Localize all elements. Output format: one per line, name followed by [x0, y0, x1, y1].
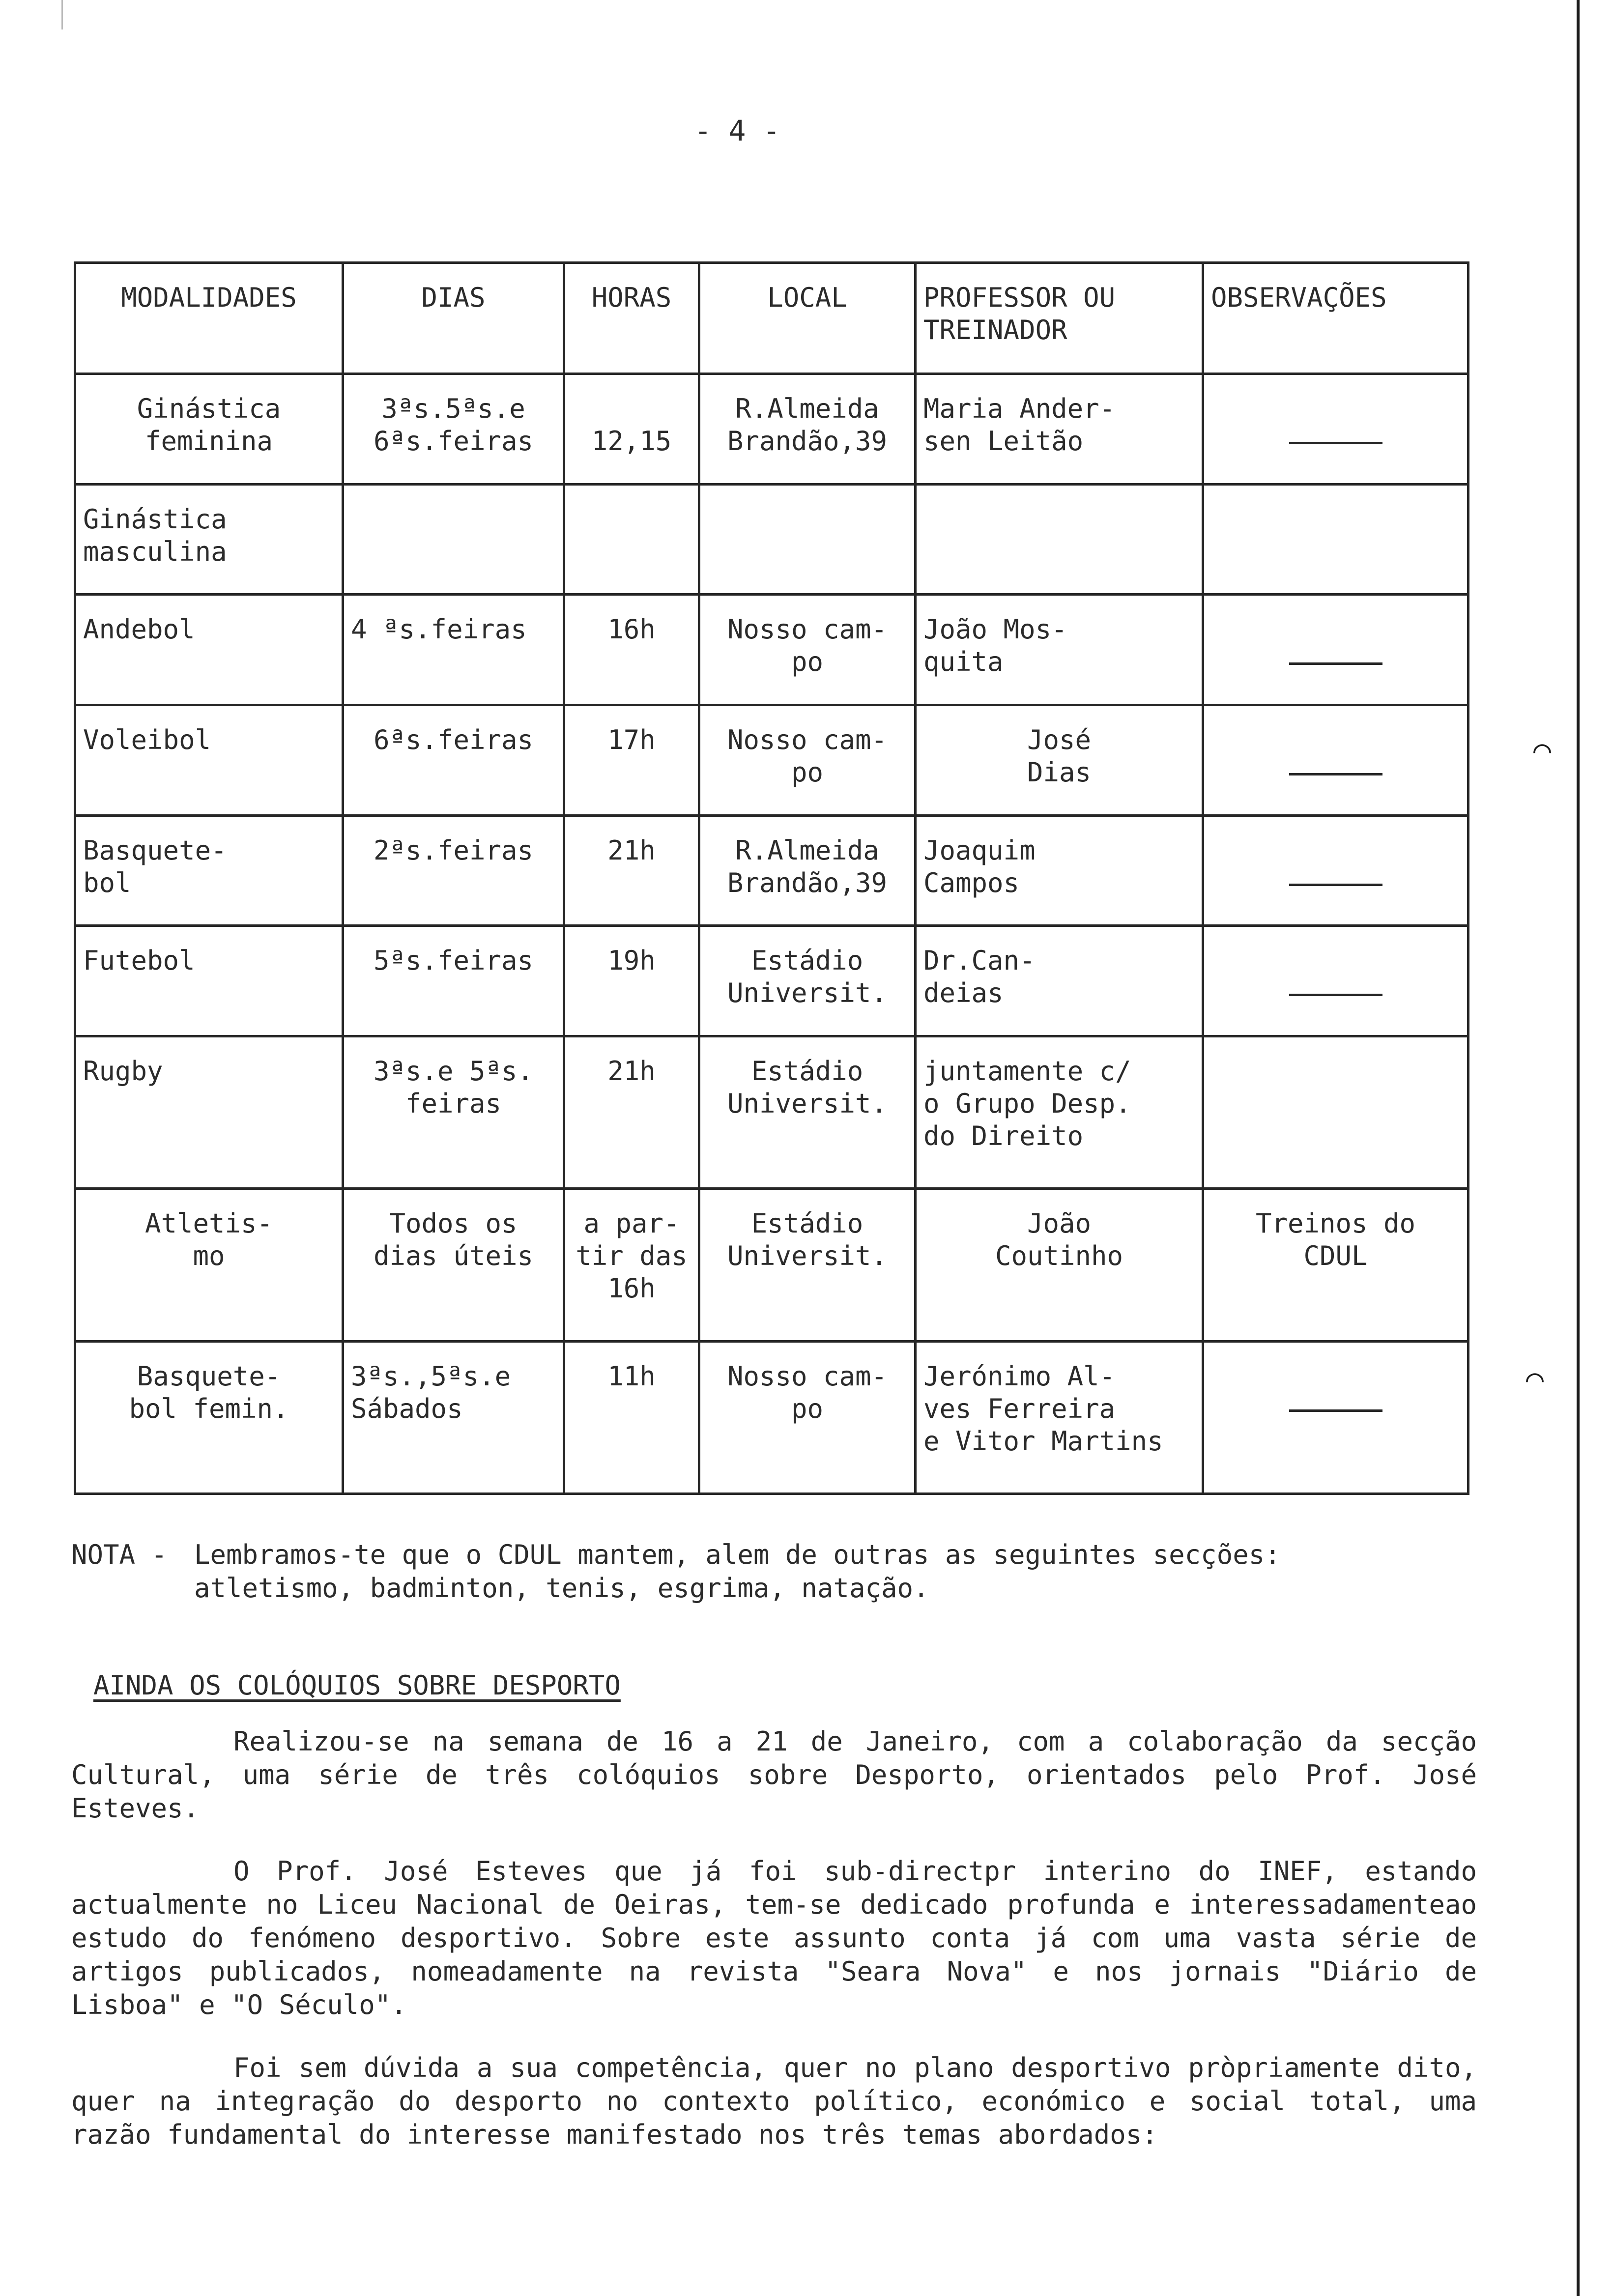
table-header-row	[75, 263, 1468, 374]
empty-dash	[1289, 1409, 1382, 1412]
cell-modalidade: Ginástica feminina	[75, 374, 343, 485]
table-row	[75, 374, 1468, 485]
cell-dias: 3ªs.,5ªs.e Sábados	[343, 1341, 564, 1493]
cell-horas: 19h	[564, 926, 699, 1036]
cell-local: Nosso cam- po	[699, 705, 916, 815]
table-row	[75, 815, 1468, 926]
cell-local: R.Almeida Brandão,39	[699, 815, 916, 926]
paragraph-text: Realizou-se na semana de 16 a 21 de Janeiro, com a colaboração da secção Cultural, uma série de três colóquios sobre Desporto, orientados pelo Prof. José Esteves.	[71, 1726, 1477, 1824]
article-paragraph	[71, 1855, 1477, 2022]
cell-modalidade: Atletis- mo	[75, 1189, 343, 1341]
cell-horas: 17h	[564, 705, 699, 815]
article-paragraph	[71, 1725, 1477, 1825]
cell-observacoes	[1203, 374, 1468, 485]
header-horas: HORAS	[564, 263, 699, 374]
note-label: NOTA -	[71, 1539, 168, 1570]
cell-observacoes	[1203, 815, 1468, 926]
section-heading: AINDA OS COLÓQUIOS SOBRE DESPORTO	[93, 1670, 621, 1701]
cell-modalidade: Voleibol	[75, 705, 343, 815]
cell-local: Estádio Universit.	[699, 1189, 916, 1341]
cell-local: Nosso cam- po	[699, 595, 916, 705]
page-number: - 4 -	[694, 114, 780, 147]
cell-modalidade: Futebol	[75, 926, 343, 1036]
table-row	[75, 484, 1468, 595]
cell-professor: João Coutinho	[916, 1189, 1203, 1341]
cell-dias: 3ªs.e 5ªs. feiras	[343, 1036, 564, 1188]
cell-local	[699, 484, 916, 595]
page-edge-line	[1577, 0, 1580, 2296]
cell-dias: Todos os dias úteis	[343, 1189, 564, 1341]
cell-observacoes	[1203, 705, 1468, 815]
paragraph-text: Foi sem dúvida a sua competência, quer no plano desportivo pròpriamente dito, quer na integração do desporto no contexto político, económico e social total, uma razão fundamental do interesse manifestado nos três temas abordados:	[71, 2052, 1477, 2150]
header-modalidades: MODALIDADES	[75, 263, 343, 374]
cell-dias	[343, 484, 564, 595]
cell-dias: 5ªs.feiras	[343, 926, 564, 1036]
margin-bracket-mark: ⌒	[1526, 1361, 1544, 1396]
cell-horas: a par- tir das 16h	[564, 1189, 699, 1341]
cell-dias: 2ªs.feiras	[343, 815, 564, 926]
cell-local: Estádio Universit.	[699, 926, 916, 1036]
cell-observacoes	[1203, 595, 1468, 705]
cell-horas: 11h	[564, 1341, 699, 1493]
table-row	[75, 926, 1468, 1036]
table-row	[75, 705, 1468, 815]
cell-modalidade: Basquete- bol	[75, 815, 343, 926]
table-row	[75, 1341, 1468, 1493]
note-block	[71, 1538, 1477, 1605]
cell-local: R.Almeida Brandão,39	[699, 374, 916, 485]
table-row	[75, 1036, 1468, 1188]
cell-professor: Maria Ander- sen Leitão	[916, 374, 1203, 485]
cell-professor: Joaquim Campos	[916, 815, 1203, 926]
cell-professor: juntamente c/ o Grupo Desp. do Direito	[916, 1036, 1203, 1188]
cell-dias: 4 ªs.feiras	[343, 595, 564, 705]
cell-horas: 21h	[564, 815, 699, 926]
margin-bracket-mark: ⌒	[1533, 732, 1552, 767]
cell-horas: 21h	[564, 1036, 699, 1188]
cell-modalidade: Andebol	[75, 595, 343, 705]
empty-dash	[1289, 773, 1382, 775]
cell-dias: 3ªs.5ªs.e 6ªs.feiras	[343, 374, 564, 485]
empty-dash	[1289, 662, 1382, 665]
paragraph-text: O Prof. José Esteves que já foi sub-directpr interino do INEF, estando actualmente no Liceu Nacional de Oeiras, tem-se dedicado profunda e interessadamenteao estudo do fenómeno desportivo. Sobre este assunto conta já com uma vasta série de artigos publicados, nomeadamente na revista "Seara Nova" e nos jornais "Diário de Lisboa" e "O Século".	[71, 1856, 1477, 2020]
cell-horas: 16h	[564, 595, 699, 705]
cell-observacoes	[1203, 1341, 1468, 1493]
cell-observacoes	[1203, 1036, 1468, 1188]
cell-observacoes: Treinos do CDUL	[1203, 1189, 1468, 1341]
header-observacoes: OBSERVAÇÕES	[1203, 263, 1468, 374]
header-professor: PROFESSOR OU TREINADOR	[916, 263, 1203, 374]
table-row	[75, 595, 1468, 705]
cell-modalidade: Ginástica masculina	[75, 484, 343, 595]
page-edge-tick	[61, 0, 63, 29]
cell-observacoes	[1203, 926, 1468, 1036]
empty-dash	[1289, 884, 1382, 886]
empty-dash	[1289, 994, 1382, 996]
cell-professor: João Mos- quita	[916, 595, 1203, 705]
cell-professor: José Dias	[916, 705, 1203, 815]
note-text: Lembramos-te que o CDUL mantem, alem de outras as seguintes secções: atletismo, badminton, tenis, esgrima, natação.	[194, 1539, 1281, 1604]
cell-professor: Jerónimo Al- ves Ferreira e Vitor Martins	[916, 1341, 1203, 1493]
cell-local: Nosso cam- po	[699, 1341, 916, 1493]
empty-dash	[1289, 442, 1382, 444]
cell-dias: 6ªs.feiras	[343, 705, 564, 815]
cell-local: Estádio Universit.	[699, 1036, 916, 1188]
header-dias: DIAS	[343, 263, 564, 374]
cell-horas: 12,15	[564, 374, 699, 485]
cell-professor: Dr.Can- deias	[916, 926, 1203, 1036]
cell-professor	[916, 484, 1203, 595]
schedule-table	[74, 261, 1469, 1495]
header-local: LOCAL	[699, 263, 916, 374]
article-paragraph	[71, 2051, 1477, 2152]
table-row	[75, 1189, 1468, 1341]
cell-observacoes	[1203, 484, 1468, 595]
cell-modalidade: Basquete- bol femin.	[75, 1341, 343, 1493]
cell-horas	[564, 484, 699, 595]
cell-modalidade: Rugby	[75, 1036, 343, 1188]
